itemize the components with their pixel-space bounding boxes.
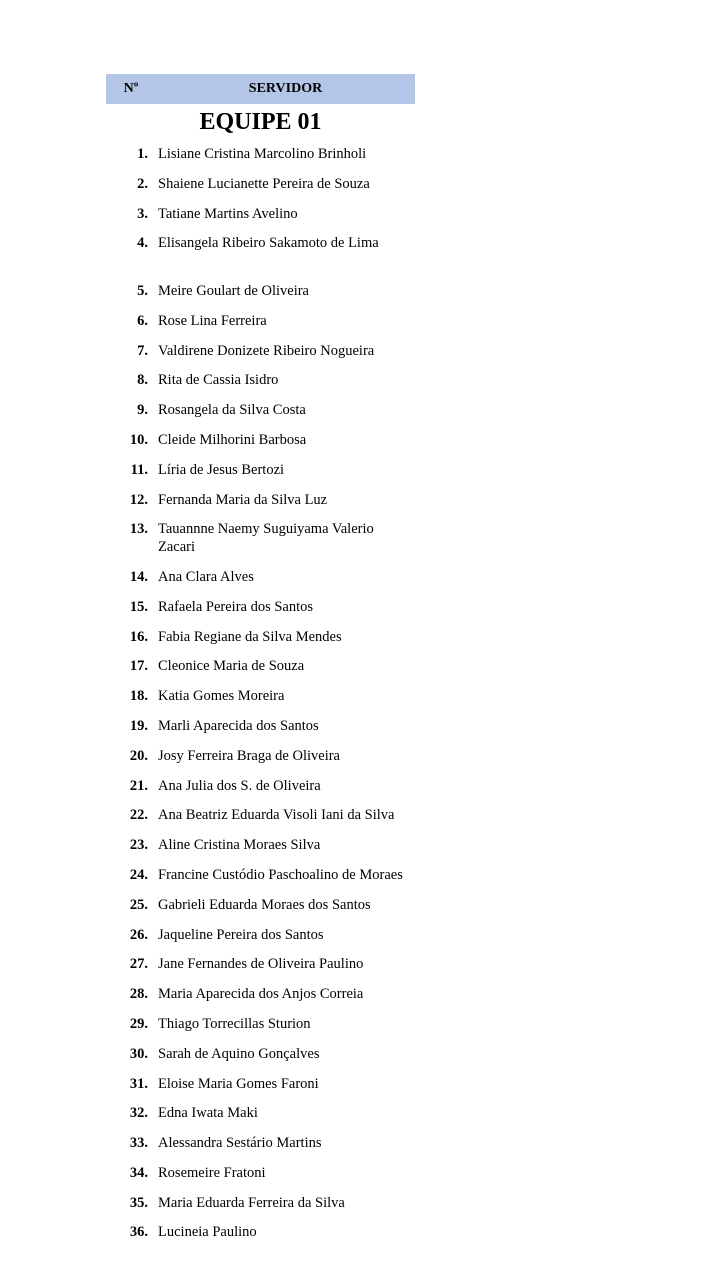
row-number: 15.: [129, 598, 148, 615]
row-number: 22.: [129, 807, 148, 824]
table-row: [106, 625, 415, 655]
row-name: Rosangela da Silva Costa: [158, 402, 306, 419]
row-name: Josy Ferreira Braga de Oliveira: [158, 747, 340, 764]
row-name: Rita de Cassia Isidro: [158, 372, 279, 389]
row-name: Rosemeire Fratoni: [158, 1164, 266, 1181]
row-number: 24.: [129, 866, 148, 883]
row-name: Lucineia Paulino: [158, 1224, 257, 1241]
table-row: [106, 893, 415, 923]
row-number: 31.: [129, 1075, 148, 1092]
row-name: Jaqueline Pereira dos Santos: [158, 926, 324, 943]
row-name: Cleonice Maria de Souza: [158, 658, 305, 675]
row-number: 1.: [137, 146, 148, 162]
table-row: [106, 1101, 415, 1131]
header-servidor: SERVIDOR: [248, 81, 323, 96]
row-number: 18.: [129, 688, 148, 705]
table-row: [106, 565, 415, 595]
row-name: Fernanda Maria da Silva Luz: [158, 491, 328, 508]
staff-table: [106, 74, 415, 1250]
table-row: [106, 803, 415, 833]
row-name: Aline Cristina Moraes Silva: [158, 837, 321, 854]
row-number: 13.: [129, 521, 148, 538]
row-name: Valdirene Donizete Ribeiro Nogueira: [158, 342, 375, 359]
row-number: 19.: [129, 717, 148, 734]
row-name: Maria Aparecida dos Anjos Correia: [158, 986, 364, 1003]
table-row: [106, 833, 415, 863]
row-name: Líria de Jesus Bertozi: [158, 461, 285, 478]
staff-list: [106, 142, 415, 1250]
row-number: 36.: [129, 1224, 148, 1241]
table-row: [106, 1131, 415, 1161]
table-row: [106, 1042, 415, 1072]
table-row: [106, 339, 415, 369]
table-row: [106, 1191, 415, 1221]
row-number: 33.: [129, 1135, 148, 1152]
row-number: 28.: [129, 986, 148, 1003]
row-number: 20.: [129, 747, 148, 764]
row-number: 30.: [129, 1045, 148, 1062]
table-row: [106, 368, 415, 398]
row-name: Ana Clara Alves: [158, 568, 254, 585]
table-row: [106, 1072, 415, 1102]
table-header: [106, 74, 415, 104]
row-number: 26.: [129, 926, 148, 943]
row-number: 23.: [129, 837, 148, 854]
row-name: Sarah de Aquino Gonçalves: [158, 1045, 320, 1062]
row-number: 3.: [137, 205, 148, 222]
table-row: [106, 952, 415, 982]
row-name: Fabia Regiane da Silva Mendes: [158, 628, 342, 645]
row-name: Meire Goulart de Oliveira: [158, 282, 309, 299]
table-row: [106, 595, 415, 625]
row-name: Thiago Torrecillas Sturion: [158, 1015, 311, 1032]
row-name: Elisangela Ribeiro Sakamoto de Lima: [158, 235, 379, 252]
table-row: [106, 744, 415, 774]
row-number: 7.: [137, 342, 148, 359]
row-name: Maria Eduarda Ferreira da Silva: [158, 1194, 345, 1211]
row-number: 35.: [129, 1194, 148, 1211]
table-row: [106, 202, 415, 232]
table-row: [106, 309, 415, 339]
row-number: 25.: [129, 896, 148, 913]
row-name: Tauannne Naemy Suguiyama Valerio Zacari: [158, 521, 374, 556]
row-name: Cleide Milhorini Barbosa: [158, 431, 307, 448]
table-row: [106, 279, 415, 309]
row-number: 14.: [129, 568, 148, 585]
row-number: 27.: [129, 956, 148, 973]
row-number: 17.: [129, 658, 148, 675]
row-name: Shaiene Lucianette Pereira de Souza: [158, 175, 370, 192]
table-row: [106, 428, 415, 458]
row-name: Gabrieli Eduarda Moraes dos Santos: [158, 896, 371, 913]
table-row: [106, 458, 415, 488]
header-number: Nº: [123, 81, 139, 96]
row-name: Francine Custódio Paschoalino de Moraes: [158, 866, 403, 883]
table-row: [106, 863, 415, 893]
row-number: 8.: [137, 372, 148, 389]
row-number: 12.: [129, 491, 148, 508]
row-name: Rose Lina Ferreira: [158, 312, 267, 329]
table-row: [106, 1220, 415, 1250]
row-name: Ana Beatriz Eduarda Visoli Iani da Silva: [158, 807, 395, 824]
table-row: [106, 488, 415, 518]
table-row: [106, 517, 415, 565]
row-number: 29.: [129, 1015, 148, 1032]
row-number: 32.: [129, 1105, 148, 1122]
table-row: [106, 923, 415, 953]
row-number: 2.: [137, 175, 148, 192]
table-row: [106, 982, 415, 1012]
row-number: 5.: [137, 282, 148, 299]
table-row: [106, 774, 415, 804]
row-number: 21.: [129, 777, 148, 794]
table-row: [106, 1012, 415, 1042]
table-row: [106, 142, 415, 172]
row-number: 11.: [130, 461, 148, 478]
row-number: 10.: [129, 431, 148, 448]
row-name: Ana Julia dos S. de Oliveira: [158, 777, 321, 794]
table-row: [106, 398, 415, 428]
row-name: Alessandra Sestário Martins: [158, 1135, 322, 1152]
team-title: EQUIPE 01: [199, 109, 322, 135]
row-name: Rafaela Pereira dos Santos: [158, 598, 314, 615]
row-name: Eloise Maria Gomes Faroni: [158, 1075, 319, 1092]
row-number: 34.: [129, 1164, 148, 1181]
table-row: [106, 684, 415, 714]
row-number: 4.: [137, 235, 148, 252]
table-row: [106, 231, 415, 279]
row-name: Tatiane Martins Avelino: [158, 205, 298, 222]
row-name: Lisiane Cristina Marcolino Brinholi: [158, 146, 367, 162]
row-name: Katia Gomes Moreira: [158, 688, 285, 705]
row-number: 16.: [129, 628, 148, 645]
row-name: Edna Iwata Maki: [158, 1105, 258, 1122]
table-row: [106, 714, 415, 744]
table-row: [106, 654, 415, 684]
row-name: Jane Fernandes de Oliveira Paulino: [158, 956, 364, 973]
row-number: 9.: [137, 402, 148, 419]
table-row: [106, 1161, 415, 1191]
row-name: Marli Aparecida dos Santos: [158, 717, 319, 734]
row-number: 6.: [137, 312, 148, 329]
table-row: [106, 172, 415, 202]
